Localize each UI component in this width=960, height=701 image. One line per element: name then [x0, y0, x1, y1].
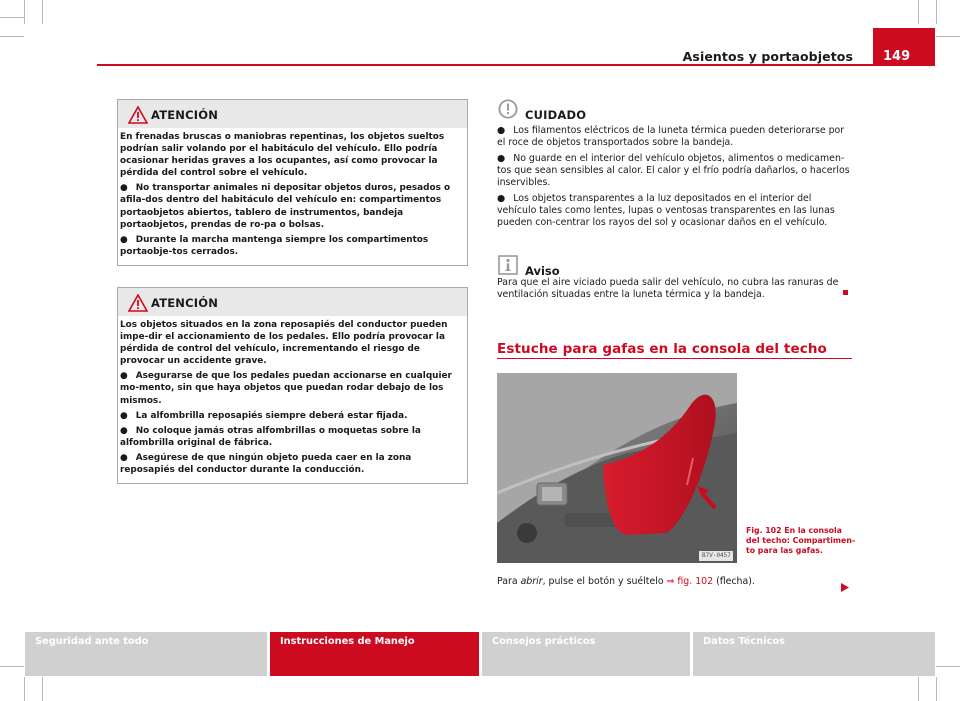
- warning-title: ATENCIÓN: [151, 108, 219, 122]
- tab-seguridad[interactable]: Seguridad ante todo: [25, 632, 267, 676]
- info-note-icon: [498, 255, 518, 279]
- crop-mark: [936, 666, 960, 667]
- figure-caption: Fig. 102 En la consola del techo: Compartimen-to para las gafas.: [746, 526, 856, 555]
- crop-mark: [918, 0, 919, 24]
- emphasis: abrir: [520, 576, 543, 587]
- bullet: ●: [120, 452, 128, 463]
- caution-exclamation-icon: [498, 99, 518, 123]
- bullet: ●: [497, 152, 506, 164]
- crop-mark: [24, 0, 25, 24]
- instruction-text: Para abrir, pulse el botón y suéltelo ⇒ fig. 102 (flecha).: [497, 576, 755, 587]
- warning-box-2: [117, 287, 468, 484]
- note-title: Aviso: [525, 264, 560, 278]
- warning-item: ● No transportar animales ni depositar objetos duros, pesados o afila-dos dentro del habitáculo del vehículo en: compartimentos portaobjetos abiertos, tablero de instrumentos, bandeja portaobjetos, prendas de ro-pa o bolsas.: [120, 183, 451, 230]
- warning-item: ● Durante la marcha mantenga siempre los compartimentos portaobje-tos cerrados.: [120, 234, 429, 257]
- crop-mark: [936, 677, 937, 701]
- page-number: 149: [873, 28, 935, 65]
- warning-intro: Los objetos situados en la zona reposapiés del conductor pueden impe-dir el accionamiento de los pedales. Ello podría provocar la pérdida de control del vehículo, incrementando el riesgo de provocar un accidente grave.: [120, 320, 448, 367]
- crop-mark: [0, 666, 24, 667]
- warning-body: [118, 316, 467, 483]
- warning-item: ● Asegurarse de que los pedales puedan accionarse en cualquier mo-mento, sin que haya objetos que puedan rodar debajo de los mismos.: [120, 371, 452, 406]
- tab-datos-tecnicos[interactable]: Datos Técnicos: [693, 632, 935, 676]
- tab-instrucciones[interactable]: Instrucciones de Manejo: [270, 632, 479, 676]
- crop-mark: [936, 0, 937, 24]
- crop-mark: [936, 36, 960, 37]
- warning-box-header: [118, 288, 467, 316]
- note-text: Para que el aire viciado pueda salir del vehículo, no cubra las ranuras de ventilación situadas entre la luneta térmica y la bandeja.: [497, 277, 839, 301]
- section-heading: Estuche para gafas en la consola del techo: [497, 341, 827, 357]
- crop-mark: [0, 17, 24, 18]
- warning-intro: En frenadas bruscas o maniobras repentinas, los objetos sueltos podrían salir volando por el habitáculo del vehículo. Ello podría ocasionar heridas graves a los ocupantes, así como provocar la pérdida del control sobre el vehículo.: [120, 132, 445, 179]
- caution-item: ● No guarde en el interior del vehículo objetos, alimentos o medicamen-tos que sean sensibles al calor. El calor y el frío podría dañarlos, o hacerlos inservibles.: [497, 152, 850, 189]
- caution-list: [497, 125, 852, 233]
- crop-mark: [42, 677, 43, 701]
- figure-glasses-compartment: [497, 373, 737, 563]
- bullet: ●: [120, 410, 128, 421]
- crop-mark: [918, 677, 919, 701]
- bullet: ●: [120, 183, 128, 194]
- caution-title: CUIDADO: [525, 108, 587, 122]
- continue-arrow-icon: [841, 577, 849, 596]
- crop-mark: [0, 36, 24, 37]
- warning-body: [118, 128, 467, 265]
- warning-box-header: [118, 100, 467, 128]
- caution-item: ● Los filamentos eléctricos de la luneta térmica pueden deteriorarse por el roce de objetos transportados sobre la bandeja.: [497, 125, 845, 149]
- warning-triangle-icon: [128, 294, 148, 316]
- crop-mark: [24, 677, 25, 701]
- warning-title: ATENCIÓN: [151, 296, 219, 310]
- running-header-title: Asientos y portaobjetos: [682, 49, 853, 64]
- end-of-topic-mark: [843, 290, 848, 295]
- figure-code: B7V-0457: [702, 552, 731, 559]
- crop-mark: [42, 0, 43, 24]
- bullet: ●: [120, 234, 128, 245]
- bullet: ●: [497, 193, 506, 205]
- warning-triangle-icon: [128, 106, 148, 128]
- caution-item: ● Los objetos transparentes a la luz depositados en el interior del vehículo tales como lentes, lupas o ventosas transparentes en las lunas pueden con-centrar los rayos del sol y ocasionar daños en el vehículo.: [497, 193, 835, 229]
- figure-reference-link[interactable]: ⇒ fig. 102: [666, 576, 714, 587]
- bullet: ●: [497, 125, 506, 136]
- bullet: ●: [120, 425, 128, 436]
- warning-box-1: [117, 99, 468, 266]
- figure-illustration: [497, 373, 737, 563]
- section-rule: [497, 358, 852, 359]
- bullet: ●: [120, 371, 128, 382]
- header-rule: [97, 64, 935, 66]
- warning-item: ● Asegúrese de que ningún objeto pueda caer en la zona reposapiés del conductor durante la conducción.: [120, 452, 412, 476]
- warning-item: ● La alfombrilla reposapiés siempre deberá estar fijada.: [120, 410, 408, 421]
- tab-consejos[interactable]: Consejos prácticos: [482, 632, 690, 676]
- warning-item: ● No coloque jamás otras alfombrillas o moquetas sobre la alfombrilla original de fábrica.: [120, 425, 421, 448]
